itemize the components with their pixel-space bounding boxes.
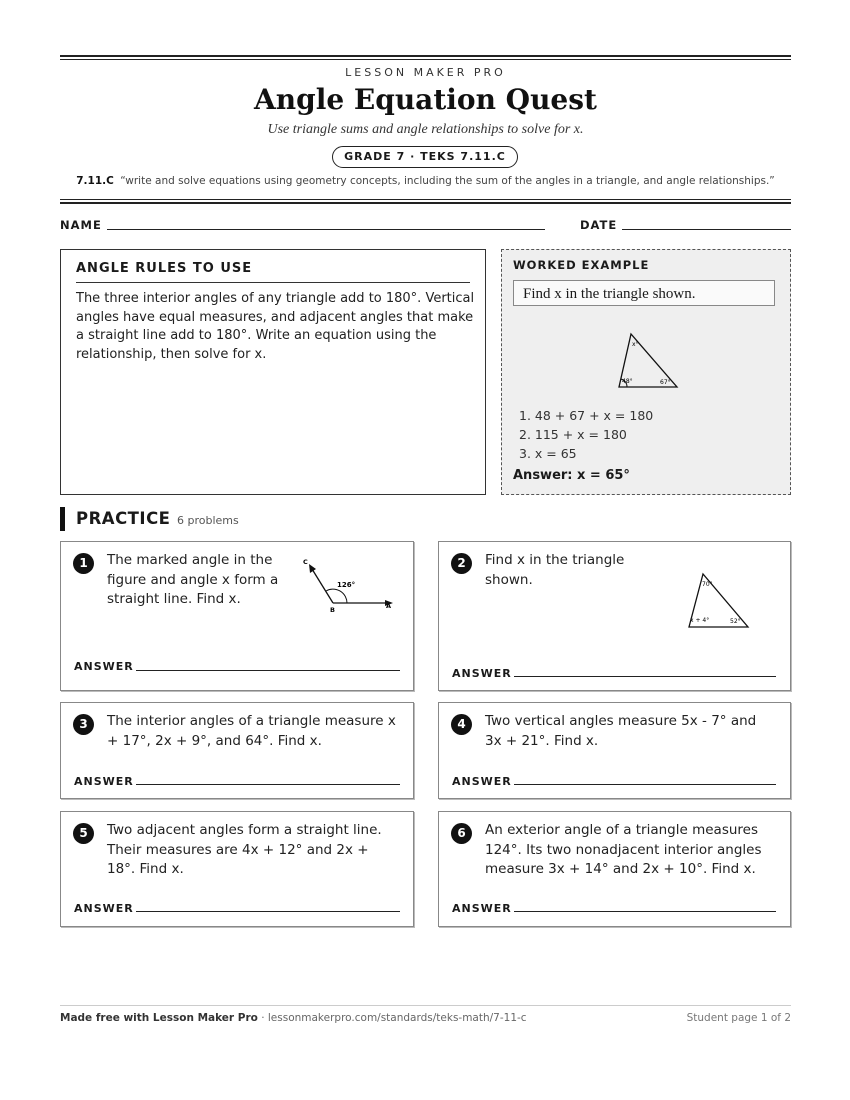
problem-card-6 (438, 811, 791, 927)
standard-text: “write and solve equations using geometry concepts, including the sum of the angles in a triangle, and angle relationships.” (120, 175, 775, 187)
page-title: Angle Equation Quest (254, 83, 597, 116)
triangle-label-right: 52° (730, 618, 741, 625)
example-title: WORKED EXAMPLE (513, 258, 650, 272)
top-rule-thin (60, 59, 791, 60)
header-rule (60, 199, 791, 200)
practice-title: PRACTICE (76, 509, 171, 528)
triangle-figure (686, 570, 750, 632)
problem-card-1 (60, 541, 414, 691)
problem-number: 1 (73, 553, 94, 574)
point-a-label: A (386, 602, 392, 610)
arrow-c-icon (309, 564, 316, 573)
problem-number: 2 (451, 553, 472, 574)
standard-code: 7.11.C (76, 175, 114, 187)
top-rule (60, 55, 791, 57)
example-steps (519, 406, 653, 463)
example-step: 3. x = 65 (519, 446, 577, 461)
answer-line[interactable] (136, 670, 400, 671)
angle-label: 126° (337, 581, 356, 589)
answer-label: ANSWER (74, 902, 134, 915)
brand-name: LESSON MAKER PRO (345, 66, 506, 79)
problem-number: 3 (73, 714, 94, 735)
answer-label: ANSWER (452, 902, 512, 915)
answer-label: ANSWER (452, 667, 512, 680)
point-b-label: B (330, 606, 335, 614)
ray-bc (312, 569, 333, 603)
problem-number: 6 (451, 823, 472, 844)
worksheet-page (60, 0, 791, 1100)
angle-figure (299, 554, 399, 616)
example-label-left: 48° (622, 378, 633, 385)
rules-divider (76, 282, 470, 283)
answer-line[interactable] (514, 784, 776, 785)
problem-text: The interior angles of a triangle measure x + 17°, 2x + 9°, and 64°. Find x. (107, 713, 396, 749)
example-step: 1. 48 + 67 + x = 180 (519, 408, 654, 423)
header-rule-thick (60, 202, 791, 204)
problem-text: The marked angle in the figure and angle x form a straight line. Find x. (107, 552, 279, 607)
example-step: 2. 115 + x = 180 (519, 427, 627, 442)
example-answer: Answer: x = 65° (513, 468, 630, 483)
answer-line[interactable] (514, 911, 776, 912)
triangle-label-top: 70° (702, 581, 713, 588)
name-field[interactable] (107, 229, 545, 230)
answer-line[interactable] (514, 676, 776, 677)
footer-made-with: Made free with Lesson Maker Pro (60, 1012, 258, 1024)
rules-text: The three interior angles of any triangle add to 180°. Vertical angles have equal measures, and adjacent angles that make a straight line add to 180°. Write an equation using the relationship, then solve for x. (76, 291, 475, 362)
example-triangle-figure (617, 332, 681, 392)
footer-url[interactable]: · lessonmakerpro.com/standards/teks-math/7-11-c (257, 1012, 527, 1024)
worked-example-box (501, 249, 791, 495)
page-subtitle: Use triangle sums and angle relationships to solve for x. (267, 122, 584, 137)
practice-count: 6 problems (177, 514, 239, 527)
angle-rules-box (60, 249, 486, 495)
footer-credit (60, 1012, 527, 1024)
date-label: DATE (580, 218, 618, 232)
answer-line[interactable] (136, 784, 400, 785)
name-label: NAME (60, 218, 102, 232)
footer-page-number: Student page 1 of 2 (686, 1012, 791, 1024)
problem-text: Find x in the triangle shown. (485, 552, 625, 588)
example-label-top: x° (632, 341, 639, 348)
date-field[interactable] (622, 229, 791, 230)
rules-title: ANGLE RULES TO USE (76, 261, 253, 276)
problem-text: Two adjacent angles form a straight line. Their measures are 4x + 12° and 2x + 18°. Find x. (107, 822, 382, 877)
example-label-right: 67° (660, 379, 671, 386)
triangle-label-left: x + 4° (690, 617, 710, 624)
answer-label: ANSWER (74, 660, 134, 673)
answer-label: ANSWER (452, 775, 512, 788)
problem-text: An exterior angle of a triangle measures 124°. Its two nonadjacent interior angles measure 3x + 14° and 2x + 10°. Find x. (485, 822, 762, 877)
standard-statement (60, 175, 791, 187)
problem-number: 4 (451, 714, 472, 735)
point-c-label: C (303, 558, 308, 566)
example-prompt: Find x in the triangle shown. (513, 280, 775, 306)
problem-card-5 (60, 811, 414, 927)
problem-number: 5 (73, 823, 94, 844)
problem-card-2 (438, 541, 791, 691)
grade-badge: GRADE 7 · TEKS 7.11.C (332, 146, 518, 168)
problem-text: Two vertical angles measure 5x - 7° and 3x + 21°. Find x. (485, 713, 757, 749)
practice-accent-bar (60, 507, 65, 531)
footer-rule (60, 1005, 791, 1006)
answer-label: ANSWER (74, 775, 134, 788)
problem-card-4 (438, 702, 791, 799)
problem-card-3 (60, 702, 414, 799)
answer-line[interactable] (136, 911, 400, 912)
